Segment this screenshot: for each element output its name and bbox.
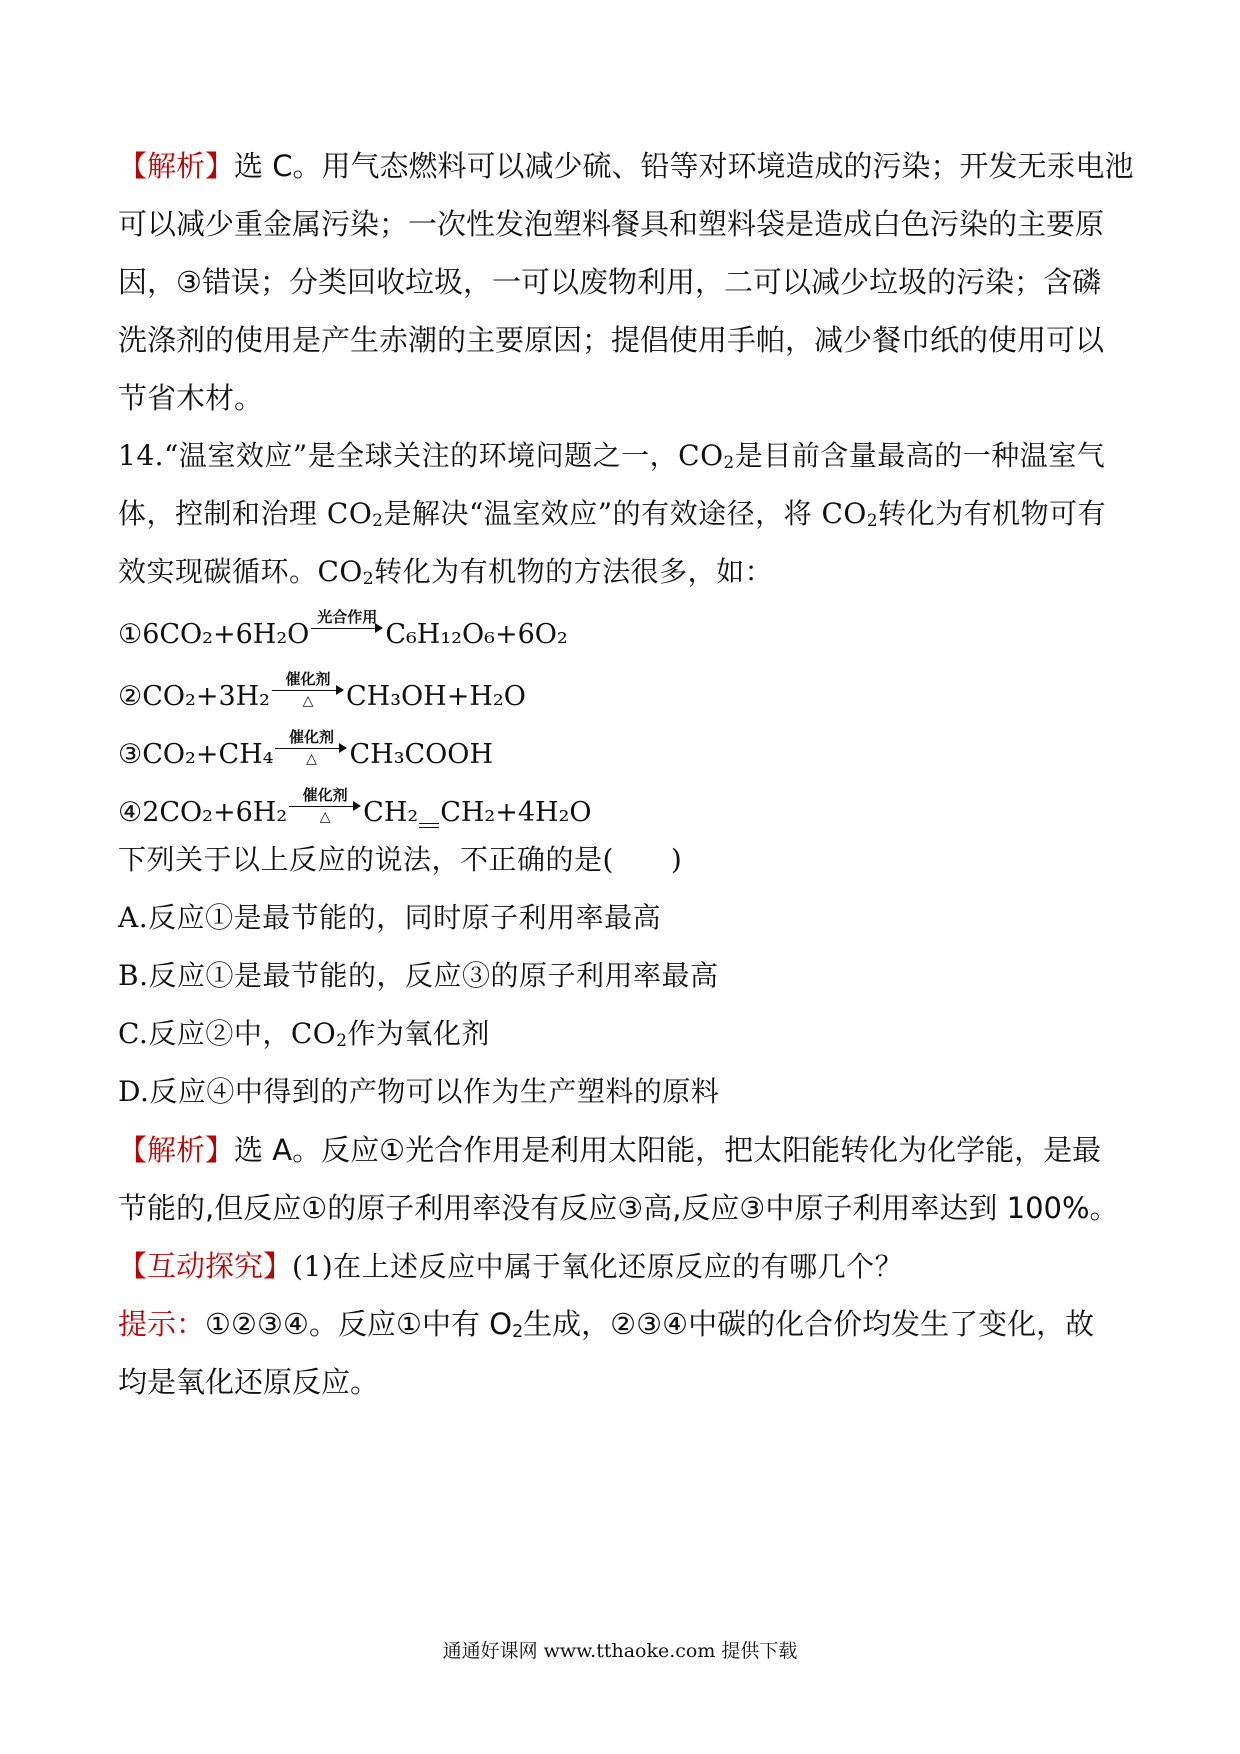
page-footer: 通通好课网 www.tthaoke.com 提供下载 [442, 1640, 798, 1662]
answer-line-1: 【解析】选 A。反应①光合作用是利用太阳能，把太阳能转化为化学能，是最 [118, 1133, 1102, 1167]
equation-4: ④2CO₂+6H₂ 催化剂 △ CH₂ CH₂+4H₂O [118, 786, 592, 828]
equation-1: ①6CO₂+6H₂O 光合作用 C₆H₁₂O₆+6O₂ [118, 608, 568, 650]
question-14-line-3: 效实现碳循环。$CO_2$转化为有机物的方法很多，如： [118, 555, 774, 588]
analysis-line-3: 因，③错误；分类回收垃圾，一可以废物利用，二可以减少垃圾的污染；含磷 [118, 265, 1101, 299]
option-d: D.反应④中得到的产物可以作为生产塑料的原料 [118, 1075, 720, 1108]
inquiry-line: 【互动探究】(1)在上述反应中属于氧化还原反应的有哪几个？ [118, 1249, 904, 1283]
reaction-arrow: 催化剂 △ [275, 726, 347, 770]
answer-tag: 【解析】 [118, 1133, 235, 1167]
answer-line-2: 节能的,但反应①的原子利用率没有反应③高,反应③中原子利用率达到 100%。 [118, 1191, 1119, 1225]
option-b: B.反应①是最节能的，反应③的原子利用率最高 [118, 959, 719, 992]
inquiry-tag: 【互动探究】 [118, 1249, 293, 1283]
analysis-line-5: 节省木材。 [118, 381, 264, 415]
double-bond [419, 823, 439, 828]
option-c: C.反应②中，$CO_2$作为氧化剂 [118, 1017, 490, 1050]
reaction-arrow: 光合作用 [311, 606, 383, 650]
analysis-tag: 【解析】 [118, 149, 235, 183]
reaction-arrow: 催化剂 △ [272, 668, 344, 712]
analysis-line-1: 【解析】选 C。用气态燃料可以减少硫、铅等对环境造成的污染；开发无汞电池 [118, 149, 1134, 183]
reaction-arrow: 催化剂 △ [289, 784, 361, 828]
hint-tag: 提示： [118, 1307, 206, 1341]
hint-line-2: 均是氧化还原反应。 [118, 1365, 380, 1399]
hint-line-1: 提示：①②③④。反应①中有 $O_2$生成，②③④中碳的化合价均发生了变化，故 [118, 1307, 1095, 1342]
question-14-line-1: 14.“温室效应”是全球关注的环境问题之一，$CO_2$是目前含量最高的一种温室气 [118, 439, 1106, 472]
question-14-line-2: 体，控制和治理 $CO_2$是解决“温室效应”的有效途径，将 $CO_2$转化为有机物可有 [118, 497, 1107, 530]
equation-2: ②CO₂+3H₂ 催化剂 △ CH₃OH+H₂O [118, 670, 526, 712]
option-a: A.反应①是最节能的，同时原子利用率最高 [118, 901, 662, 934]
analysis-line-2: 可以减少重金属污染；一次性发泡塑料餐具和塑料袋是造成白色污染的主要原 [118, 207, 1105, 241]
analysis-line-4: 洗涤剂的使用是产生赤潮的主要原因；提倡使用手帕，减少餐巾纸的使用可以 [118, 323, 1105, 357]
question-stem: 下列关于以上反应的说法，不正确的是( ) [118, 843, 683, 876]
equation-3: ③CO₂+CH₄ 催化剂 △ CH₃COOH [118, 728, 493, 770]
